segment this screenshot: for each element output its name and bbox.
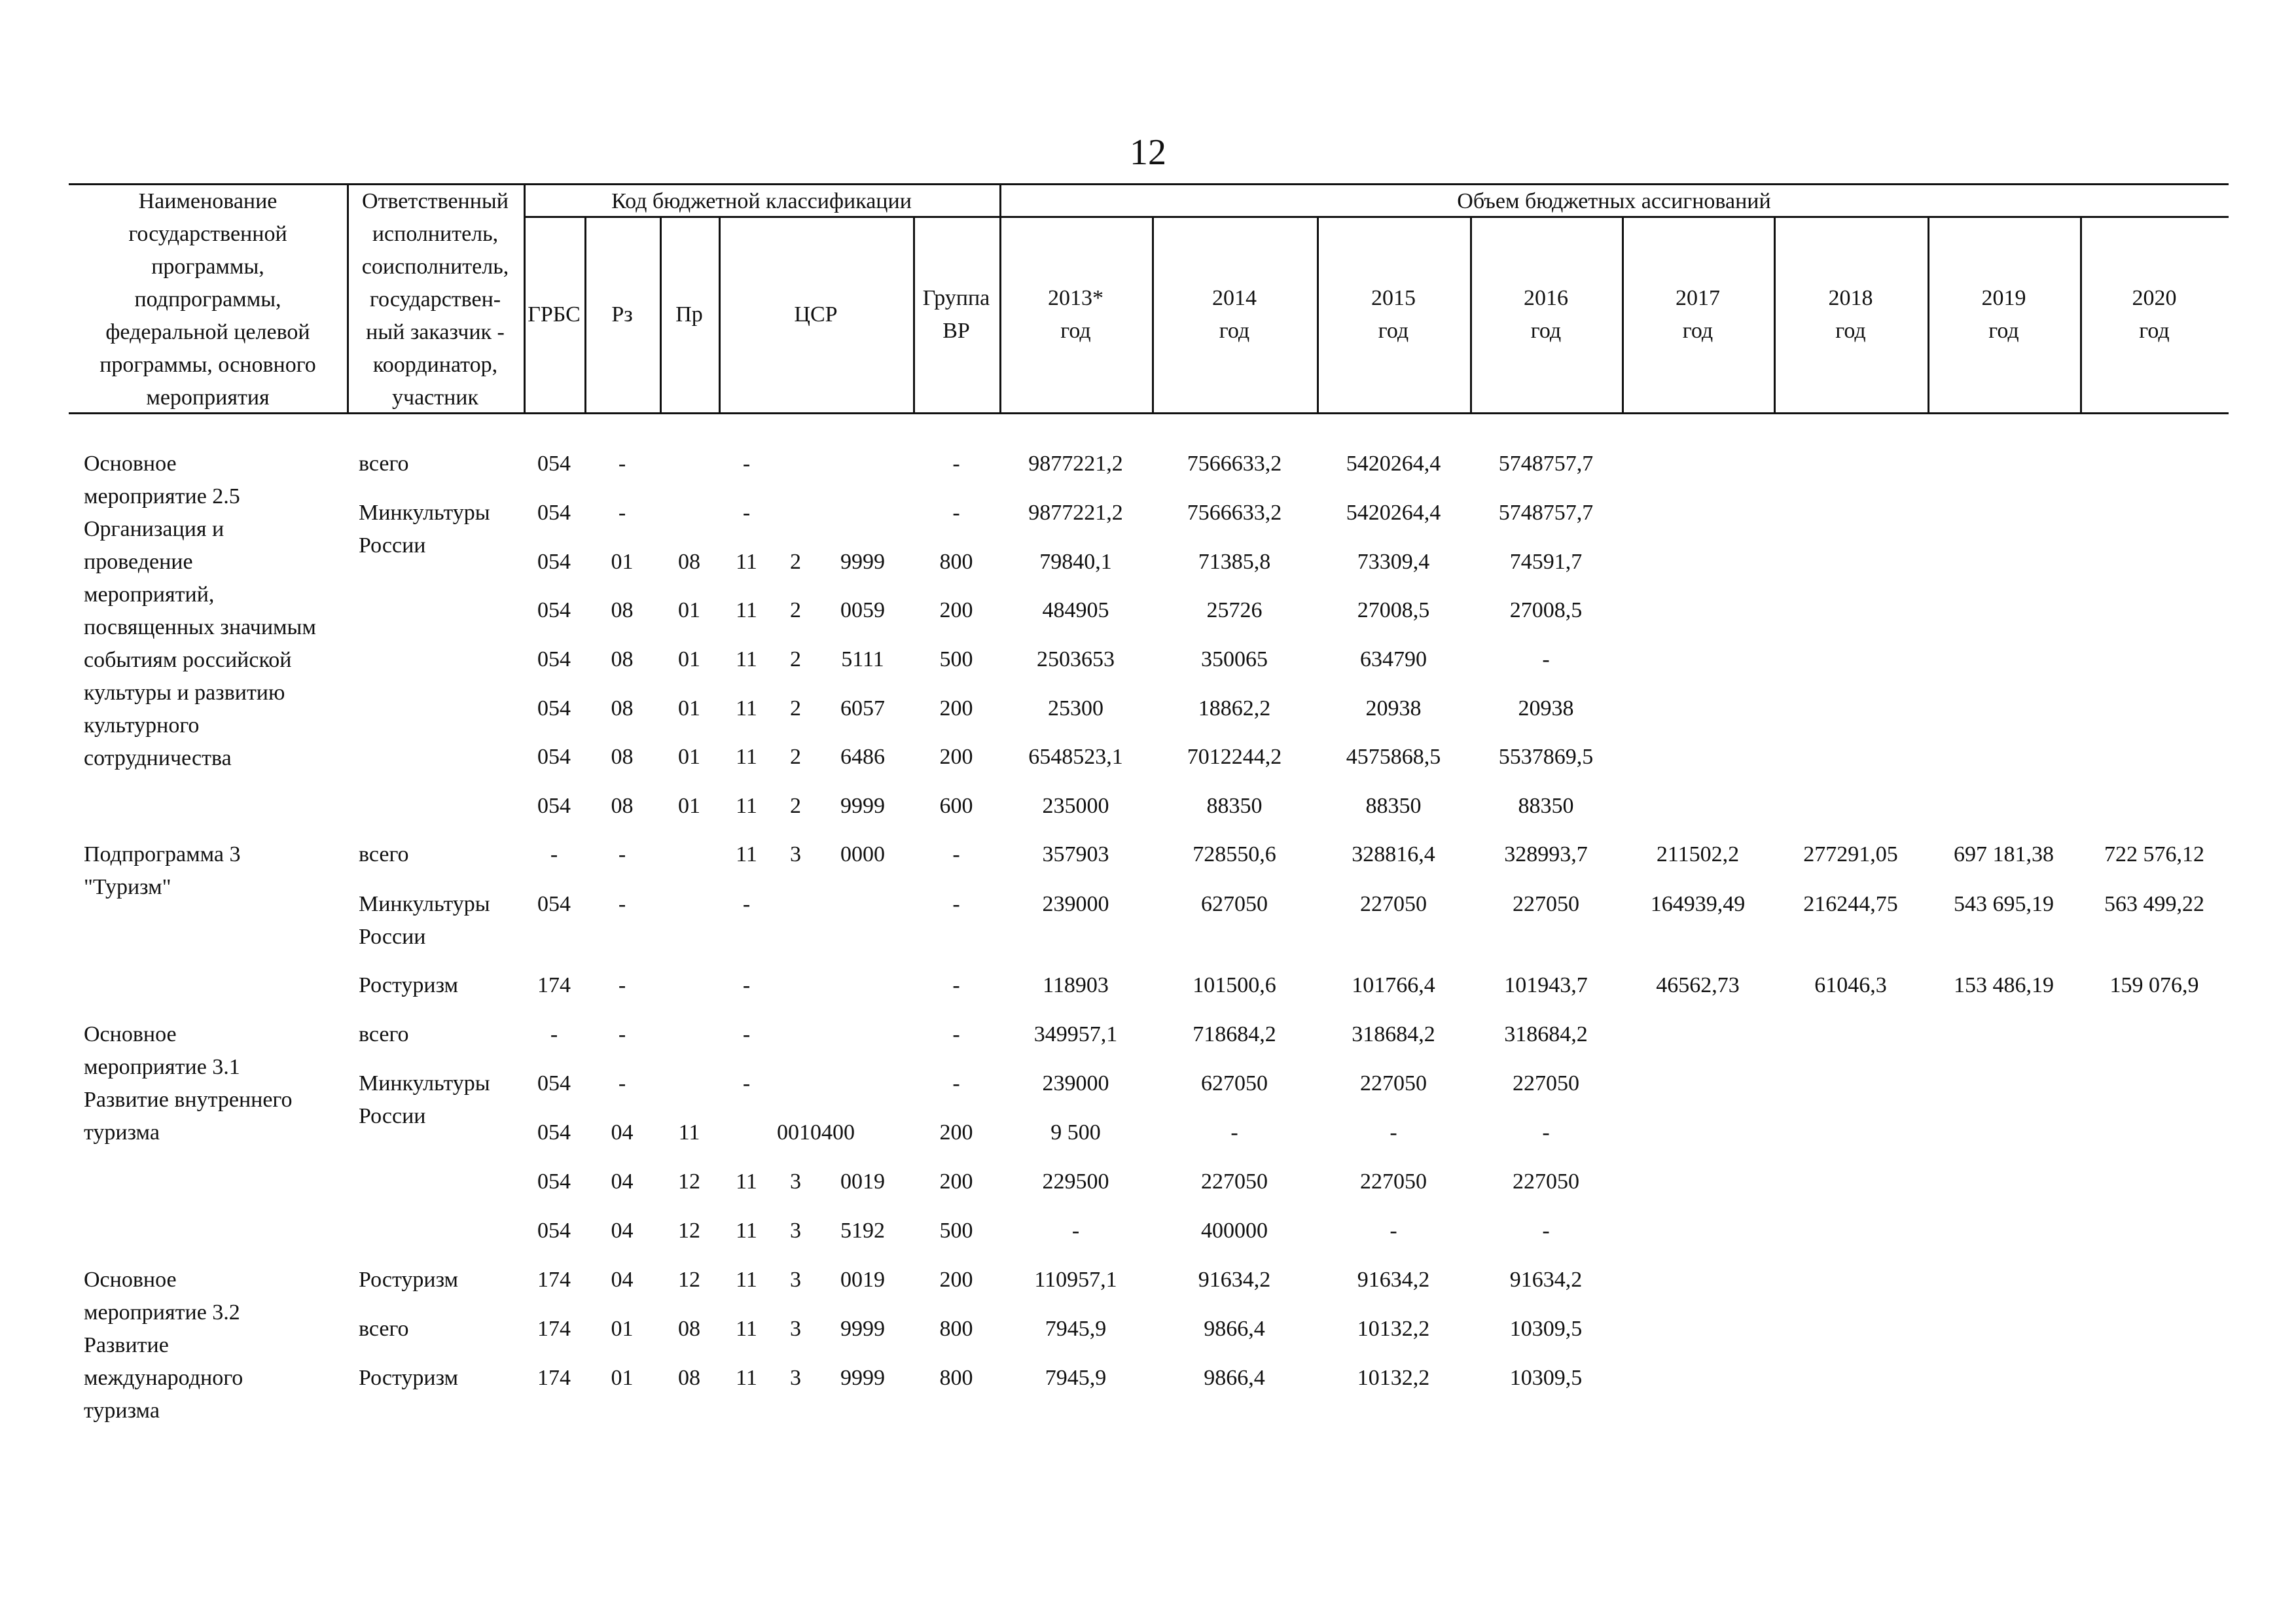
header-year-word: год (1988, 319, 2019, 343)
responsible-executor: Минкультуры (359, 501, 490, 525)
responsible-executor: Минкультуры (359, 1071, 490, 1096)
header-name-col: государственной (128, 222, 287, 246)
cell-amount-2014: 9866,4 (1204, 1317, 1265, 1341)
cell-amount-2015: 91634,2 (1357, 1268, 1430, 1292)
cell-amount-2017: 164939,49 (1650, 892, 1746, 916)
program-name-line: туризма (84, 1120, 160, 1145)
cell-vr: 200 (939, 696, 973, 721)
header-year-word: год (1835, 319, 1866, 343)
program-name-line: туризма (84, 1399, 160, 1423)
cell-rz: - (618, 1071, 626, 1096)
cell-amount-2013: 110957,1 (1034, 1268, 1117, 1292)
cell-amount-2014: 227050 (1201, 1169, 1268, 1194)
cell-amount-2013: 6548523,1 (1028, 745, 1123, 769)
cell-pr: 01 (678, 794, 700, 818)
header-responsible-col: исполнитель, (372, 222, 499, 246)
cell-amount-2016: 227050 (1513, 892, 1579, 916)
program-name-line: Основное (84, 1022, 177, 1046)
cell-amount-2013: 25300 (1048, 696, 1103, 721)
cell-amount-2013: 349957,1 (1033, 1022, 1118, 1046)
cell-csr-program: 11 (736, 842, 757, 866)
header-responsible-col: государствен- (369, 287, 501, 312)
program-name-line: посвященных значимым (84, 615, 316, 639)
cell-csr-item: 0059 (840, 598, 885, 622)
cell-vr: 200 (939, 598, 973, 622)
cell-amount-2019: 153 486,19 (1954, 973, 2054, 997)
cell-grbs: 054 (537, 452, 571, 476)
header-year-2015: 2015 (1371, 286, 1416, 310)
cell-amount-2016: 318684,2 (1504, 1022, 1588, 1046)
cell-amount-2014: 91634,2 (1198, 1268, 1271, 1292)
header-year-2014: 2014 (1212, 286, 1257, 310)
cell-vr: - (952, 452, 960, 476)
cell-amount-2019: 543 695,19 (1954, 892, 2054, 916)
cell-csr-program: 11 (736, 1169, 757, 1194)
cell-rz: - (618, 1022, 626, 1046)
cell-pr: 01 (678, 647, 700, 671)
cell-vr: 200 (939, 1120, 973, 1145)
cell-grbs: 174 (537, 973, 571, 997)
cell-csr-program: 11 (736, 745, 757, 769)
cell-csr-subprogram: 3 (790, 842, 801, 866)
header-responsible-col: Ответственный (362, 189, 509, 213)
cell-amount-2020: 722 576,12 (2104, 842, 2204, 866)
header-vr: ВР (942, 319, 970, 343)
cell-amount-2018: 277291,05 (1803, 842, 1898, 866)
cell-csr-subprogram: 2 (790, 696, 801, 721)
program-name-line: культурного (84, 713, 200, 738)
cell-vr: 500 (939, 1219, 973, 1243)
cell-csr-program: 11 (736, 550, 757, 574)
cell-amount-2016: 10309,5 (1509, 1366, 1583, 1390)
cell-rz: 04 (611, 1219, 634, 1243)
cell-amount-2015: 101766,4 (1352, 973, 1435, 997)
cell-amount-2017: 46562,73 (1656, 973, 1740, 997)
header-vr: Группа (922, 286, 990, 310)
cell-amount-2015: 20938 (1365, 696, 1422, 721)
cell-amount-2016: - (1542, 647, 1550, 671)
cell-amount-2016: 5537869,5 (1498, 745, 1594, 769)
cell-grbs: 054 (537, 598, 571, 622)
cell-vr: - (952, 1022, 960, 1046)
cell-csr-subprogram: 2 (790, 550, 801, 574)
cell-amount-2014: 7566633,2 (1187, 501, 1282, 525)
cell-amount-2013: 9877221,2 (1028, 452, 1123, 476)
cell-rz: 01 (611, 1366, 634, 1390)
cell-grbs: 054 (537, 1219, 571, 1243)
cell-csr-subprogram: 3 (790, 1169, 801, 1194)
cell-csr-item: 9999 (840, 794, 885, 818)
cell-amount-2016: 227050 (1513, 1169, 1579, 1194)
program-name-line: международного (84, 1366, 243, 1390)
cell-amount-2015: 5420264,4 (1346, 501, 1441, 525)
header-name-col: Наименование (138, 189, 278, 213)
cell-amount-2016: - (1542, 1120, 1550, 1145)
cell-rz: - (618, 842, 626, 866)
responsible-executor: всего (359, 452, 409, 476)
cell-pr: 12 (678, 1219, 700, 1243)
responsible-executor: России (359, 533, 426, 558)
cell-amount-2014: 350065 (1201, 647, 1268, 671)
program-name-line: Основное (84, 452, 177, 476)
program-name-line: сотрудничества (84, 746, 232, 770)
responsible-executor: Ростуризм (359, 1268, 459, 1292)
cell-vr: - (952, 892, 960, 916)
cell-grbs: 054 (537, 1169, 571, 1194)
cell-csr-program: - (742, 973, 751, 997)
program-name-line: "Туризм" (84, 875, 171, 899)
cell-csr-program: 11 (736, 794, 757, 818)
cell-csr-item: 9999 (840, 550, 885, 574)
cell-vr: - (952, 842, 960, 866)
program-name-line: проведение (84, 550, 193, 574)
header-year-word: год (1682, 319, 1713, 343)
cell-amount-2016: 227050 (1513, 1071, 1579, 1096)
cell-rz: 04 (611, 1268, 634, 1292)
header-grbs: ГРБС (528, 302, 581, 327)
cell-amount-2014: 718684,2 (1193, 1022, 1276, 1046)
cell-csr-item: 5192 (840, 1219, 885, 1243)
cell-csr-subprogram: 3 (790, 1317, 801, 1341)
cell-amount-2016: 88350 (1518, 794, 1574, 818)
cell-csr-item: 9999 (840, 1366, 885, 1390)
cell-rz: - (618, 452, 626, 476)
cell-amount-2013: 7945,9 (1045, 1317, 1107, 1341)
cell-csr-item: 6486 (840, 745, 885, 769)
cell-pr: 01 (678, 745, 700, 769)
cell-amount-2016: 328993,7 (1504, 842, 1588, 866)
cell-vr: 200 (939, 1169, 973, 1194)
cell-rz: 08 (611, 598, 634, 622)
cell-amount-2018: 216244,75 (1803, 892, 1898, 916)
cell-rz: 01 (611, 1317, 634, 1341)
header-budget-group: Объем бюджетных ассигнований (1457, 189, 1771, 213)
program-name-line: мероприятие 3.2 (84, 1300, 240, 1325)
header-year-word: год (2139, 319, 2170, 343)
cell-rz: 08 (611, 794, 634, 818)
cell-csr-program: - (742, 452, 751, 476)
cell-amount-2015: 227050 (1360, 1071, 1427, 1096)
responsible-executor: России (359, 1104, 426, 1128)
cell-amount-2013: - (1071, 1219, 1080, 1243)
cell-amount-2014: 627050 (1201, 892, 1268, 916)
cell-amount-2014: 101500,6 (1193, 973, 1276, 997)
cell-vr: 800 (939, 1366, 973, 1390)
cell-amount-2016: 91634,2 (1509, 1268, 1583, 1292)
cell-csr-subprogram: 3 (790, 1366, 801, 1390)
header-name-col: подпрограммы, (134, 287, 281, 312)
cell-vr: - (952, 973, 960, 997)
cell-csr-item: 5111 (841, 647, 884, 671)
cell-amount-2014: 728550,6 (1193, 842, 1276, 866)
cell-rz: - (618, 892, 626, 916)
cell-amount-2013: 9877221,2 (1028, 501, 1123, 525)
header-responsible-col: участник (391, 385, 479, 410)
cell-vr: 500 (939, 647, 973, 671)
cell-amount-2014: 88350 (1206, 794, 1263, 818)
cell-amount-2016: 20938 (1518, 696, 1574, 721)
cell-amount-2013: 9 500 (1050, 1120, 1101, 1145)
cell-grbs: 054 (537, 696, 571, 721)
cell-amount-2014: 7012244,2 (1187, 745, 1282, 769)
cell-amount-2014: 9866,4 (1204, 1366, 1265, 1390)
cell-amount-2013: 79840,1 (1039, 550, 1112, 574)
cell-amount-2015: 88350 (1365, 794, 1422, 818)
cell-amount-2015: 27008,5 (1357, 598, 1430, 622)
cell-csr-program: 11 (736, 696, 757, 721)
program-name-line: мероприятие 3.1 (84, 1055, 240, 1079)
header-responsible-col: координатор, (372, 353, 498, 377)
cell-rz: 08 (611, 696, 634, 721)
cell-grbs: - (550, 1022, 558, 1046)
cell-vr: 600 (939, 794, 973, 818)
cell-vr: 200 (939, 745, 973, 769)
cell-rz: - (618, 973, 626, 997)
cell-pr: 01 (678, 598, 700, 622)
program-name-line: Развитие внутреннего (84, 1088, 293, 1112)
page-number: 12 (1130, 132, 1166, 173)
cell-amount-2013: 7945,9 (1045, 1366, 1107, 1390)
header-rz: Рз (611, 302, 633, 327)
cell-rz: 08 (611, 647, 634, 671)
cell-vr: 200 (939, 1268, 973, 1292)
program-name-line: Развитие (84, 1333, 169, 1357)
header-year-2013: 2013* (1048, 286, 1103, 310)
header-year-word: год (1219, 319, 1250, 343)
cell-grbs: 054 (537, 501, 571, 525)
cell-amount-2015: 227050 (1360, 892, 1427, 916)
header-code-group: Код бюджетной классификации (611, 189, 912, 213)
cell-amount-2013: 229500 (1042, 1169, 1109, 1194)
cell-amount-2014: 627050 (1201, 1071, 1268, 1096)
cell-pr: 12 (678, 1169, 700, 1194)
cell-csr-program: 11 (736, 1317, 757, 1341)
cell-grbs: 174 (537, 1317, 571, 1341)
header-year-2017: 2017 (1676, 286, 1720, 310)
cell-grbs: 054 (537, 550, 571, 574)
responsible-executor: Ростуризм (359, 973, 459, 997)
header-name-col: программы, основного (99, 353, 316, 377)
cell-amount-2015: - (1390, 1219, 1397, 1243)
cell-csr-program: - (742, 1022, 751, 1046)
header-year-word: год (1530, 319, 1562, 343)
header-name-col: федеральной целевой (105, 320, 310, 344)
cell-grbs: 054 (537, 1120, 571, 1145)
header-year-word: год (1060, 319, 1091, 343)
header-pr: Пр (675, 302, 703, 327)
cell-csr-item: 9999 (840, 1317, 885, 1341)
cell-csr-program: - (742, 892, 751, 916)
cell-amount-2016: 101943,7 (1504, 973, 1588, 997)
program-name-line: событиям российской (84, 648, 292, 672)
cell-amount-2015: 318684,2 (1352, 1022, 1435, 1046)
cell-csr-program: 11 (736, 1366, 757, 1390)
program-name-line: Подпрограмма 3 (84, 842, 241, 866)
cell-amount-2015: 10132,2 (1357, 1317, 1430, 1341)
cell-csr-program: 11 (736, 1219, 757, 1243)
cell-grbs: 054 (537, 647, 571, 671)
responsible-executor: Ростуризм (359, 1366, 459, 1390)
cell-amount-2013: 239000 (1042, 892, 1109, 916)
cell-pr: 08 (678, 1366, 700, 1390)
cell-grbs: 054 (537, 745, 571, 769)
cell-csr-program: - (742, 1071, 751, 1096)
cell-vr: - (952, 1071, 960, 1096)
cell-csr-program: 11 (736, 1268, 757, 1292)
cell-csr-subprogram: 3 (790, 1268, 801, 1292)
header-responsible-col: ный заказчик - (366, 320, 505, 344)
cell-csr-item: 6057 (840, 696, 885, 721)
responsible-executor: всего (359, 1022, 409, 1046)
cell-vr: 800 (939, 550, 973, 574)
cell-csr-program: 11 (736, 598, 757, 622)
cell-rz: 01 (611, 550, 634, 574)
cell-csr-program: - (742, 501, 751, 525)
cell-amount-2020: 563 499,22 (2104, 892, 2204, 916)
cell-pr: 11 (678, 1120, 700, 1145)
cell-amount-2015: 5420264,4 (1346, 452, 1441, 476)
cell-amount-2013: 118903 (1043, 973, 1109, 997)
cell-amount-2016: 74591,7 (1509, 550, 1583, 574)
cell-amount-2015: 10132,2 (1357, 1366, 1430, 1390)
program-name-line: мероприятие 2.5 (84, 484, 240, 508)
cell-csr-item: 0019 (840, 1268, 885, 1292)
responsible-executor: Минкультуры (359, 892, 490, 916)
cell-pr: 08 (678, 550, 700, 574)
cell-amount-2016: 5748757,7 (1498, 501, 1594, 525)
cell-csr-program: 11 (736, 647, 757, 671)
cell-amount-2015: - (1390, 1120, 1397, 1145)
header-name-col: мероприятия (146, 385, 270, 410)
cell-rz: - (618, 501, 626, 525)
cell-pr: 12 (678, 1268, 700, 1292)
cell-pr: 08 (678, 1317, 700, 1341)
header-name-col: программы, (151, 255, 264, 279)
header-year-2020: 2020 (2132, 286, 2177, 310)
header-csr: ЦСР (794, 302, 838, 327)
cell-amount-2014: 18862,2 (1198, 696, 1271, 721)
cell-amount-2013: 235000 (1042, 794, 1109, 818)
cell-amount-2014: 400000 (1201, 1219, 1268, 1243)
cell-amount-2016: 10309,5 (1509, 1317, 1583, 1341)
cell-amount-2014: 25726 (1206, 598, 1263, 622)
responsible-executor: России (359, 925, 426, 949)
cell-amount-2015: 227050 (1360, 1169, 1427, 1194)
cell-amount-2015: 634790 (1360, 647, 1427, 671)
cell-grbs: - (550, 842, 558, 866)
cell-amount-2020: 159 076,9 (2109, 973, 2199, 997)
cell-csr-subprogram: 2 (790, 598, 801, 622)
cell-amount-2016: 5748757,7 (1498, 452, 1594, 476)
cell-grbs: 174 (537, 1366, 571, 1390)
cell-grbs: 054 (537, 892, 571, 916)
cell-vr: 800 (939, 1317, 973, 1341)
header-responsible-col: соисполнитель, (361, 255, 509, 279)
cell-amount-2018: 61046,3 (1814, 973, 1887, 997)
cell-amount-2013: 2503653 (1037, 647, 1115, 671)
cell-vr: - (952, 501, 960, 525)
responsible-executor: всего (359, 1317, 409, 1341)
cell-amount-2019: 697 181,38 (1954, 842, 2054, 866)
header-year-2016: 2016 (1524, 286, 1568, 310)
cell-amount-2017: 211502,2 (1656, 842, 1740, 866)
cell-amount-2016: 27008,5 (1509, 598, 1583, 622)
cell-amount-2013: 239000 (1042, 1071, 1109, 1096)
cell-csr-subprogram: 2 (790, 794, 801, 818)
cell-csr-item: 0019 (840, 1169, 885, 1194)
cell-amount-2015: 4575868,5 (1346, 745, 1441, 769)
cell-amount-2014: 7566633,2 (1187, 452, 1282, 476)
cell-pr: 01 (678, 696, 700, 721)
responsible-executor: всего (359, 842, 409, 866)
header-year-2019: 2019 (1981, 286, 2026, 310)
cell-rz: 08 (611, 745, 634, 769)
cell-amount-2013: 484905 (1042, 598, 1109, 622)
cell-csr-subprogram: 2 (790, 647, 801, 671)
header-year-word: год (1378, 319, 1409, 343)
cell-amount-2016: - (1542, 1219, 1550, 1243)
cell-csr-subprogram: 2 (790, 745, 801, 769)
program-name-line: Основное (84, 1268, 177, 1292)
cell-csr-subprogram: 3 (790, 1219, 801, 1243)
cell-grbs: 054 (537, 794, 571, 818)
header-year-2018: 2018 (1828, 286, 1873, 310)
program-name-line: Организация и (84, 517, 224, 541)
cell-csr-item: 0000 (840, 842, 885, 866)
cell-amount-2015: 328816,4 (1352, 842, 1435, 866)
cell-rz: 04 (611, 1120, 634, 1145)
program-name-line: мероприятий, (84, 582, 215, 607)
cell-rz: 04 (611, 1169, 634, 1194)
cell-amount-2014: 71385,8 (1198, 550, 1271, 574)
program-name-line: культуры и развитию (84, 681, 285, 705)
cell-amount-2013: 357903 (1042, 842, 1109, 866)
cell-amount-2014: - (1230, 1120, 1238, 1145)
cell-amount-2015: 73309,4 (1357, 550, 1430, 574)
cell-csr: 0010400 (777, 1120, 855, 1145)
cell-grbs: 054 (537, 1071, 571, 1096)
cell-grbs: 174 (537, 1268, 571, 1292)
